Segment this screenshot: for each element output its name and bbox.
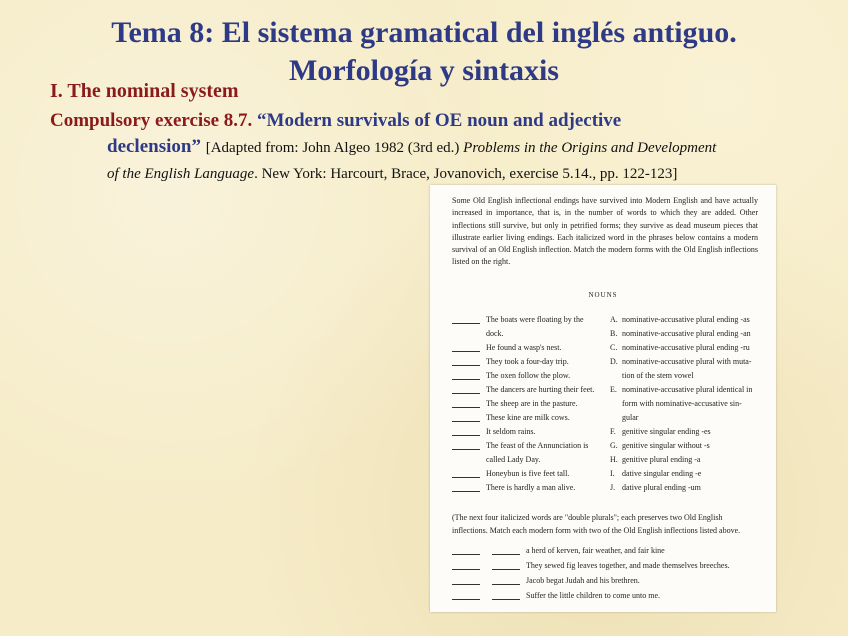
list-item: They took a four-day trip. D. nominative-accusative plural with muta- — [452, 355, 762, 369]
answer-blank[interactable] — [452, 435, 480, 436]
answer-blank[interactable] — [452, 477, 480, 478]
answer-blank[interactable] — [452, 554, 480, 555]
list-item: a herd of kerven, fair weather, and fair kine — [452, 544, 762, 558]
answer-blank[interactable] — [452, 599, 480, 600]
answer-blank[interactable] — [452, 379, 480, 380]
reference-book-title-2: of the English Language — [107, 166, 255, 182]
scan-intro-paragraph: Some Old English inflectional endings have survived into Modern English and have actually increased in importance, that is, in the number of words to which they are added. Other inflections still survive, but only in petrified forms; they survive as dead museum pieces that illustrate earlier living endings. Each italicized word in the phrases below contains a modern survival of an Old English inflection. Match the modern forms with the Old English inflections listed on the right. — [452, 196, 758, 267]
reference-line-2 — [50, 161, 784, 187]
section-heading: I. The nominal system — [50, 80, 239, 102]
answer-blank[interactable] — [452, 365, 480, 366]
answer-blank[interactable] — [452, 421, 480, 422]
exercise-label: Compulsory exercise 8.7. — [50, 110, 253, 131]
reference-suffix: . New York: Harcourt, Brace, Jovanovich, exercise 5.14., pp. 122-123] — [254, 166, 678, 182]
answer-blank[interactable] — [492, 584, 520, 585]
reference-book-title-1: Problems in the Origins and Development — [463, 140, 717, 156]
scanned-exercise-page — [430, 185, 776, 612]
answer-blank[interactable] — [452, 449, 480, 450]
answer-blank[interactable] — [452, 407, 480, 408]
list-item: There is hardly a man alive. J. dative plural ending -um — [452, 481, 762, 495]
list-item: These kine are milk cows. gular — [452, 411, 762, 425]
exercise-title-part-2: declension” — [107, 136, 201, 157]
answer-blank[interactable] — [452, 569, 480, 570]
title-line-1: Tema 8: El sistema gramatical del inglés antiguo. — [111, 16, 737, 49]
list-item: The sheep are in the pasture. form with nominative-accusative sin- — [452, 397, 762, 411]
list-item: Jacob begat Judah and his brethren. — [452, 574, 762, 588]
reference-prefix: [Adapted from: John Algeo 1982 (3rd ed.) — [205, 140, 464, 156]
exercise-title-part-1: “Modern survivals of OE noun and adjective — [257, 110, 622, 131]
answer-blank[interactable] — [452, 584, 480, 585]
exercise-heading — [50, 108, 784, 187]
answer-blank[interactable] — [452, 323, 480, 324]
answer-blank[interactable] — [452, 491, 480, 492]
answer-blank[interactable] — [492, 569, 520, 570]
list-item: The boats were floating by the A. nominative-accusative plural ending -as — [452, 313, 762, 327]
double-plural-note: (The next four italicized words are "double plurals"; each preserves two Old English inflections. Match each modern form with two of the Old English inflections listed above. — [452, 513, 741, 535]
answer-blank[interactable] — [452, 351, 480, 352]
exercise-reference — [50, 134, 784, 161]
list-item: The oxen follow the plow. tion of the stem vowel — [452, 369, 762, 383]
list-item: The dancers are hurting their feet. E. nominative-accusative plural identical in — [452, 383, 762, 397]
answer-blank[interactable] — [492, 554, 520, 555]
list-item: Suffer the little children to come unto me. — [452, 589, 762, 603]
list-item: The feast of the Annunciation is G. genitive singular without -s — [452, 439, 762, 453]
slide-title — [40, 14, 808, 90]
answer-blank[interactable] — [452, 393, 480, 394]
list-item: He found a wasp's nest. C. nominative-accusative plural ending -ru — [452, 341, 762, 355]
list-item: It seldom rains. F. genitive singular ending -es — [452, 425, 762, 439]
list-item: called Lady Day. H. genitive plural ending -a — [486, 455, 701, 464]
answer-blank[interactable] — [492, 599, 520, 600]
list-item: Honeybun is five feet tall. I. dative singular ending -e — [452, 467, 762, 481]
title-line-2: Morfología y sintaxis — [289, 54, 559, 87]
list-item: They sewed fig leaves together, and made themselves breeches. — [452, 559, 762, 573]
list-item: dock. B. nominative-accusative plural ending -an — [486, 329, 751, 338]
scan-subheading: NOUNS — [588, 291, 618, 299]
